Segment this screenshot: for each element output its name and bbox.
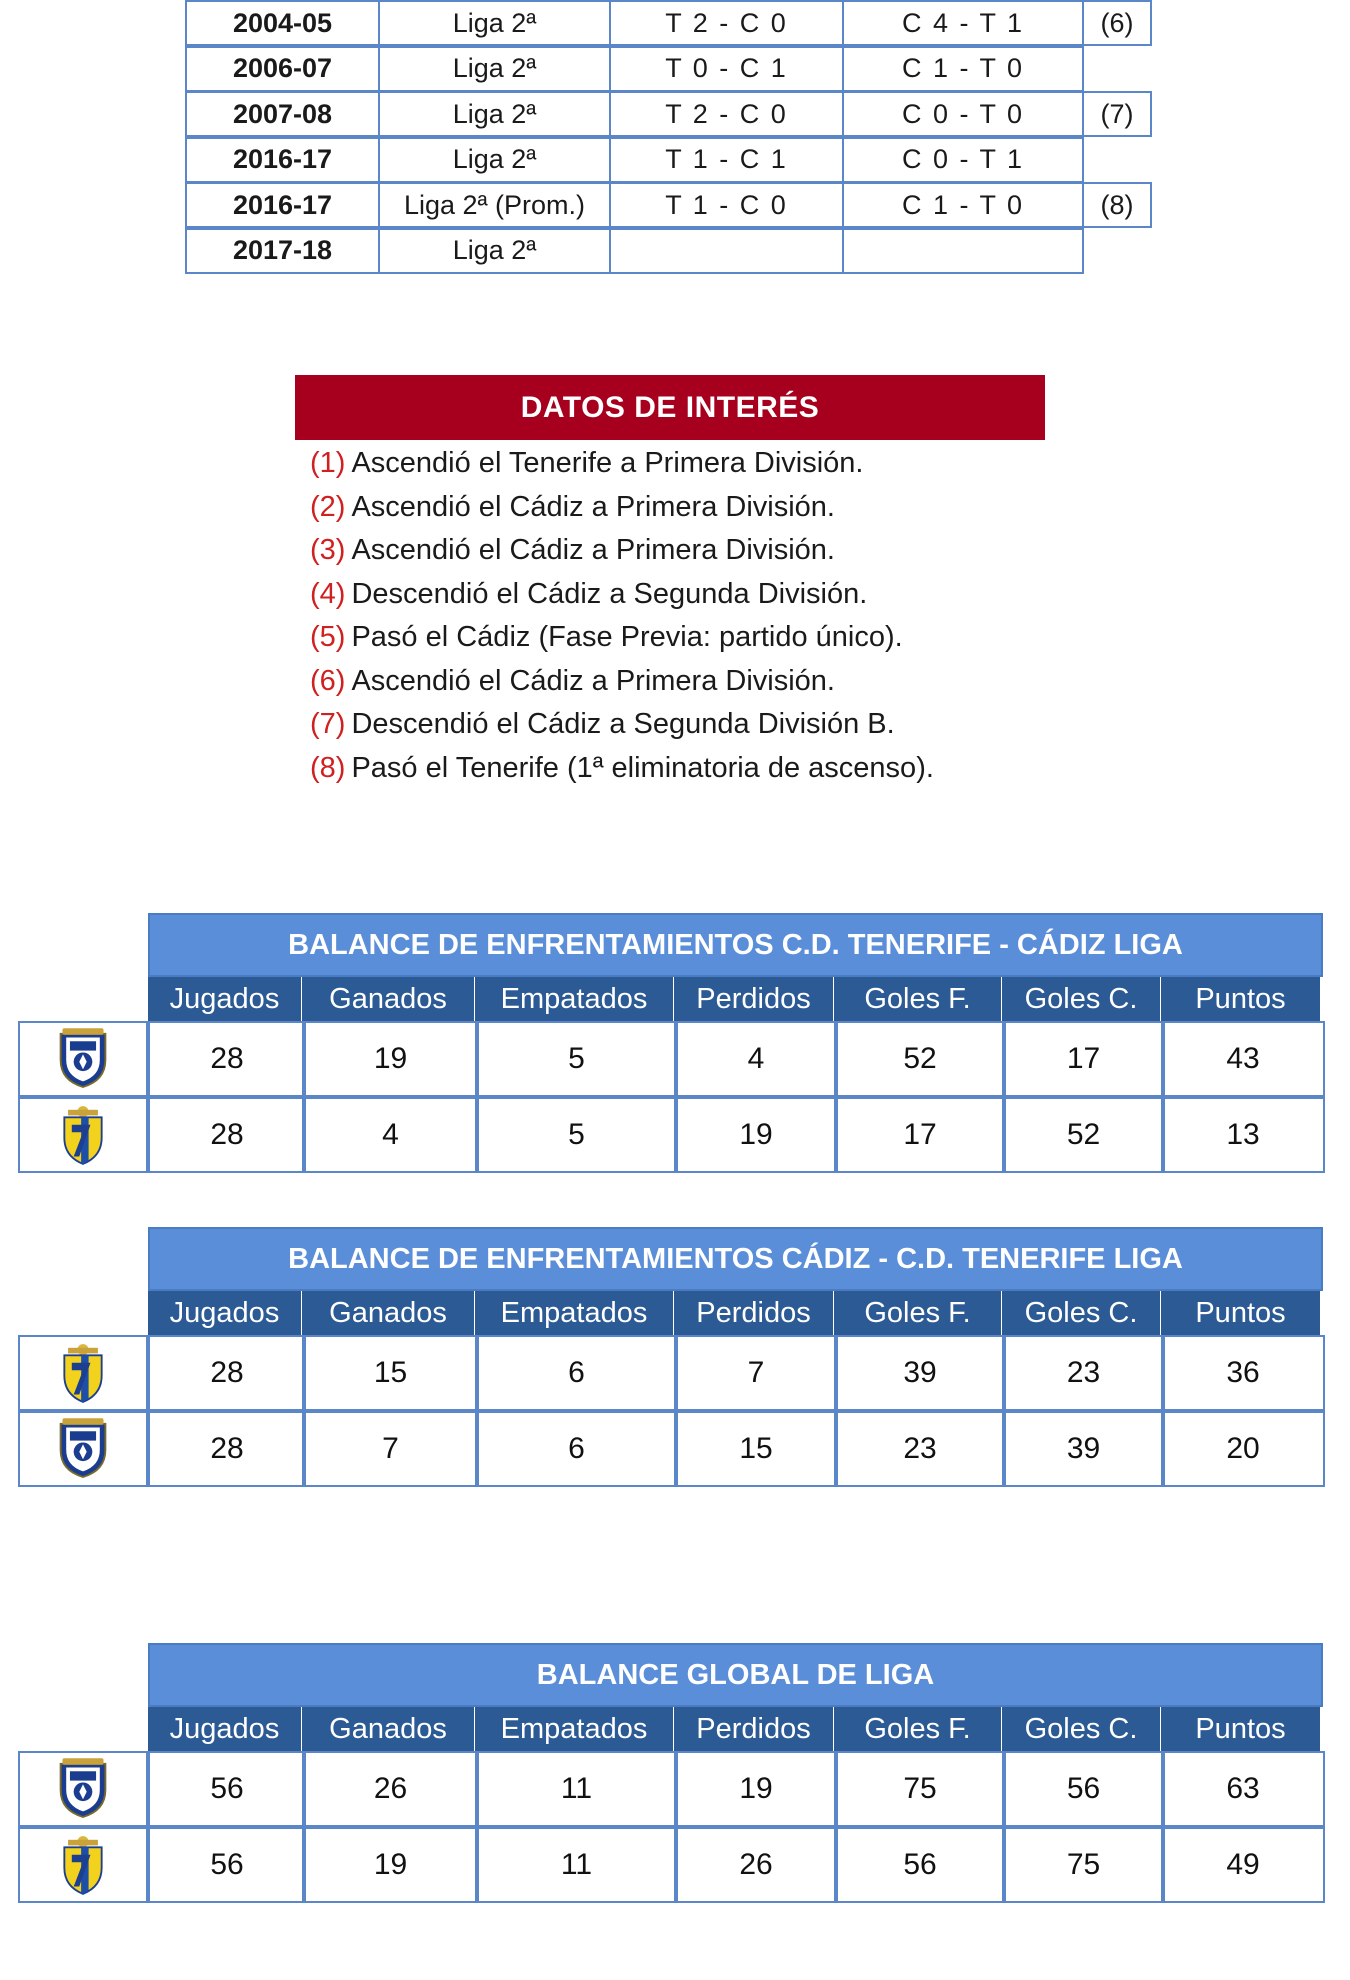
cadiz-crest-icon [55,1104,111,1166]
home-score-cell: T 1 - C 1 [609,137,844,183]
stat-cell: 28 [148,1097,306,1173]
competition-cell: Liga 2ª [378,46,611,92]
column-header: Perdidos [674,977,836,1021]
season-cell: 2004-05 [185,0,380,46]
datos-item [310,442,934,486]
column-header: Perdidos [674,1707,836,1751]
competition-cell: Liga 2ª (Prom.) [378,182,611,228]
stat-cell: 19 [674,1097,838,1173]
stat-cell: 43 [1161,1021,1325,1097]
competition-cell: Liga 2ª [378,228,611,274]
column-header: Ganados [302,977,477,1021]
stat-cell: 52 [1002,1097,1165,1173]
stat-cell: 56 [148,1827,306,1903]
away-score-cell: C 1 - T 0 [842,46,1084,92]
datos-item-number: (7) [310,708,346,740]
balance-title: BALANCE DE ENFRENTAMIENTOS CÁDIZ - C.D. TENERIFE LIGA [148,1227,1323,1291]
stat-cell: 6 [475,1335,678,1411]
stat-cell: 23 [834,1411,1006,1487]
stat-cell: 75 [834,1751,1006,1827]
stat-cell: 19 [302,1827,479,1903]
stat-cell: 28 [148,1021,306,1097]
datos-item-number: (1) [310,447,346,479]
balance-row [18,1751,1323,1827]
column-header: Goles F. [834,977,1004,1021]
away-score-cell [842,228,1084,274]
home-score-cell: T 0 - C 1 [609,46,844,92]
team-crest-cell [18,1411,148,1487]
home-score-cell: T 1 - C 0 [609,182,844,228]
column-header: Jugados [148,1707,304,1751]
stat-cell: 20 [1161,1411,1325,1487]
home-score-cell: T 2 - C 0 [609,0,844,46]
stat-cell: 56 [1002,1751,1165,1827]
stat-cell: 6 [475,1411,678,1487]
datos-item-number: (4) [310,577,346,610]
stat-cell: 28 [148,1411,306,1487]
datos-item-number: (3) [310,534,346,566]
stat-cell: 15 [302,1335,479,1411]
season-cell: 2006-07 [185,46,380,92]
cadiz-crest-icon [55,1834,111,1896]
home-score-cell: T 2 - C 0 [609,91,844,137]
stat-cell: 15 [674,1411,838,1487]
competition-cell: Liga 2ª [378,137,611,183]
datos-item [310,703,934,747]
balance-row [18,1021,1323,1097]
season-cell: 2016-17 [185,182,380,228]
stat-cell: 4 [302,1097,479,1173]
season-cell: 2016-17 [185,137,380,183]
balance-row [18,1411,1323,1487]
stat-cell: 23 [1002,1335,1165,1411]
tenerife-crest-icon [55,1758,111,1820]
datos-item-number: (6) [310,664,346,697]
away-score-cell: C 1 - T 0 [842,182,1084,228]
stat-cell: 56 [834,1827,1006,1903]
datos-item-number: (8) [310,751,346,784]
datos-item-number: (2) [310,490,346,523]
datos-interes-title: DATOS DE INTERÉS [295,375,1045,440]
column-header: Ganados [302,1707,477,1751]
stat-cell: 26 [674,1827,838,1903]
note-cell: (8) [1082,182,1152,228]
column-header: Empatados [475,1291,676,1335]
column-header: Empatados [475,1707,676,1751]
datos-interes-list [310,442,934,790]
stat-cell: 19 [302,1021,479,1097]
column-header: Puntos [1161,1707,1323,1751]
column-header: Ganados [302,1291,477,1335]
stat-cell: 17 [834,1097,1006,1173]
datos-item [310,747,934,791]
stat-cell: 19 [674,1751,838,1827]
balance-row [18,1097,1323,1173]
datos-item [310,486,934,530]
stat-cell: 26 [302,1751,479,1827]
datos-item-text: Ascendió el Tenerife a Primera División. [351,447,864,479]
stat-cell: 49 [1161,1827,1325,1903]
datos-item-text: Pasó el Cádiz (Fase Previa: partido único). [351,621,903,653]
cadiz-crest-icon [55,1342,111,1404]
stat-cell: 36 [1161,1335,1325,1411]
column-header: Goles C. [1002,977,1163,1021]
season-cell: 2017-18 [185,228,380,274]
stat-cell: 52 [834,1021,1006,1097]
datos-item [310,660,934,704]
column-header: Goles C. [1002,1291,1163,1335]
column-header: Jugados [148,1291,304,1335]
datos-item-number: (5) [310,621,346,653]
stat-cell: 4 [674,1021,838,1097]
stat-cell: 7 [674,1335,838,1411]
stat-cell: 28 [148,1335,306,1411]
team-crest-cell [18,1021,148,1097]
datos-item-text: Ascendió el Cádiz a Primera División. [351,534,835,566]
stat-cell: 39 [1002,1411,1165,1487]
column-header: Perdidos [674,1291,836,1335]
stat-cell: 13 [1161,1097,1325,1173]
season-cell: 2007-08 [185,91,380,137]
away-score-cell: C 4 - T 1 [842,0,1084,46]
balance-row [18,1827,1323,1903]
team-crest-cell [18,1827,148,1903]
datos-item [310,573,934,617]
datos-item-text: Ascendió el Cádiz a Primera División. [351,490,835,523]
stat-cell: 7 [302,1411,479,1487]
away-score-cell: C 0 - T 1 [842,137,1084,183]
column-header: Empatados [475,977,676,1021]
stat-cell: 11 [475,1827,678,1903]
column-header: Jugados [148,977,304,1021]
stat-cell: 63 [1161,1751,1325,1827]
datos-item-text: Ascendió el Cádiz a Primera División. [351,664,835,697]
team-crest-cell [18,1097,148,1173]
balance-table-tenerife-cadiz [18,913,1323,1173]
stat-cell: 56 [148,1751,306,1827]
column-header: Goles F. [834,1291,1004,1335]
balance-row [18,1335,1323,1411]
column-header: Goles F. [834,1707,1004,1751]
datos-item [310,529,934,573]
home-score-cell [609,228,844,274]
team-crest-cell [18,1751,148,1827]
stat-cell: 75 [1002,1827,1165,1903]
column-header: Puntos [1161,977,1323,1021]
balance-table-cadiz-tenerife [18,1227,1323,1487]
balance-title: BALANCE DE ENFRENTAMIENTOS C.D. TENERIFE - CÁDIZ LIGA [148,913,1323,977]
stat-cell: 5 [475,1021,678,1097]
column-header: Goles C. [1002,1707,1163,1751]
competition-cell: Liga 2ª [378,0,611,46]
datos-item-text: Descendió el Cádiz a Segunda División. [351,577,868,610]
tenerife-crest-icon [55,1028,111,1090]
balance-table-global [18,1643,1323,1907]
stat-cell: 5 [475,1097,678,1173]
team-crest-cell [18,1335,148,1411]
datos-item [310,616,934,660]
stat-cell: 17 [1002,1021,1165,1097]
datos-item-text: Descendió el Cádiz a Segunda División B. [351,708,895,740]
tenerife-crest-icon [55,1418,111,1480]
note-cell: (7) [1082,91,1152,137]
note-cell: (6) [1082,0,1152,46]
column-header: Puntos [1161,1291,1323,1335]
datos-item-text: Pasó el Tenerife (1ª eliminatoria de ascenso). [351,751,934,784]
competition-cell: Liga 2ª [378,91,611,137]
stat-cell: 39 [834,1335,1006,1411]
stat-cell: 11 [475,1751,678,1827]
away-score-cell: C 0 - T 0 [842,91,1084,137]
balance-title: BALANCE GLOBAL DE LIGA [148,1643,1323,1707]
